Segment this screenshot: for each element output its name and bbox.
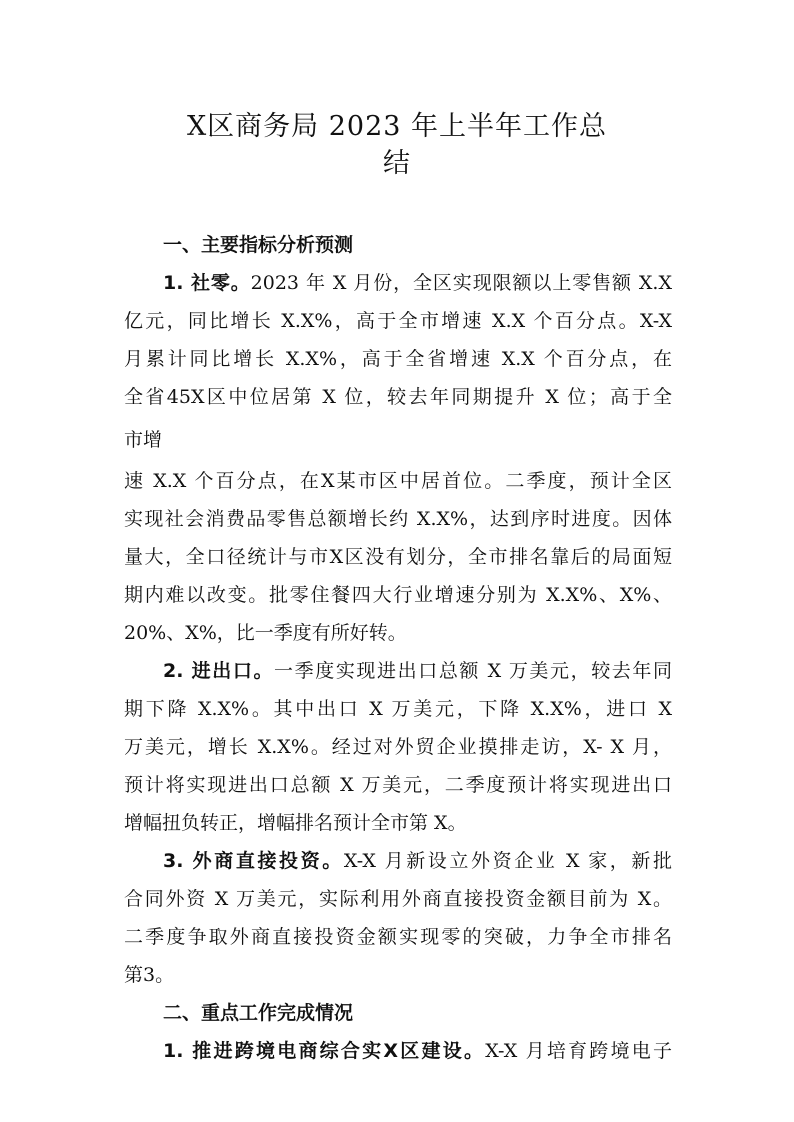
- paragraph-line: 二季度争取外商直接投资金额实现零的突破，力争全市排名: [124, 926, 672, 948]
- document-title-line-2: 结: [383, 148, 411, 179]
- paragraph-line: 实现社会消费品零售总额增长约 X.X%，达到序时进度。因体: [124, 508, 672, 530]
- paragraph-line: 万美元，增长 X.X%。经过对外贸企业摸排走访，X- X 月，: [124, 736, 672, 758]
- item-lead: 1. 推进跨境电商综合实X区建设。: [163, 1040, 486, 1062]
- paragraph-line: 20%、X%，比一季度有所好转。: [124, 622, 407, 644]
- paragraph-line: 亿元，同比增长 X.X%，高于全市增速 X.X 个百分点。X-X: [124, 310, 672, 332]
- paragraph-line: [163, 1036, 672, 1066]
- paragraph-line: [163, 656, 672, 686]
- paragraph-line: [163, 268, 672, 298]
- item-text: X-X 月培育跨境电子: [485, 1040, 672, 1062]
- item-text: 一季度实现进出口总额 X 万美元，较去年同: [274, 660, 672, 682]
- paragraph-line: 合同外资 X 万美元，实际利用外商直接投资金额目前为 X。: [124, 888, 672, 910]
- document-title-line-1: X区商务局 2023 年上半年工作总: [186, 111, 608, 142]
- item-lead: 1. 社零。: [163, 272, 251, 294]
- section-2-heading: 二、重点工作完成情况: [163, 1002, 354, 1024]
- paragraph-line: 期内难以改变。批零住餐四大行业增速分别为 X.X%、X%、: [124, 584, 672, 606]
- item-text: X-X 月新设立外资企业 X 家，新批: [343, 850, 672, 872]
- paragraph-line: 增幅扭负转正，增幅排名预计全市第 X。: [124, 812, 467, 834]
- item-lead: 3. 外商直接投资。: [163, 850, 344, 872]
- paragraph-line: 预计将实现进出口总额 X 万美元，二季度预计将实现进出口: [124, 774, 672, 796]
- paragraph-line: [163, 846, 672, 876]
- paragraph-line: 期下降 X.X%。其中出口 X 万美元，下降 X.X%，进口 X: [124, 698, 672, 720]
- paragraph-line: 量大，全口径统计与市X区没有划分，全市排名靠后的局面短: [124, 546, 672, 568]
- paragraph-line: 速 X.X 个百分点，在X某市区中居首位。二季度，预计全区: [124, 470, 672, 492]
- paragraph-line: 第3。: [124, 964, 175, 986]
- item-lead: 2. 进出口。: [163, 660, 275, 682]
- item-text: 2023 年 X 月份，全区实现限额以上零售额 X.X: [250, 272, 672, 294]
- paragraph-line: 月累计同比增长 X.X%，高于全省增速 X.X 个百分点，在: [124, 348, 672, 370]
- paragraph-line: 市增: [124, 429, 163, 451]
- section-1-heading: 一、主要指标分析预测: [163, 234, 354, 256]
- paragraph-line: 全省45X区中位居第 X 位，较去年同期提升 X 位；高于全: [124, 386, 672, 408]
